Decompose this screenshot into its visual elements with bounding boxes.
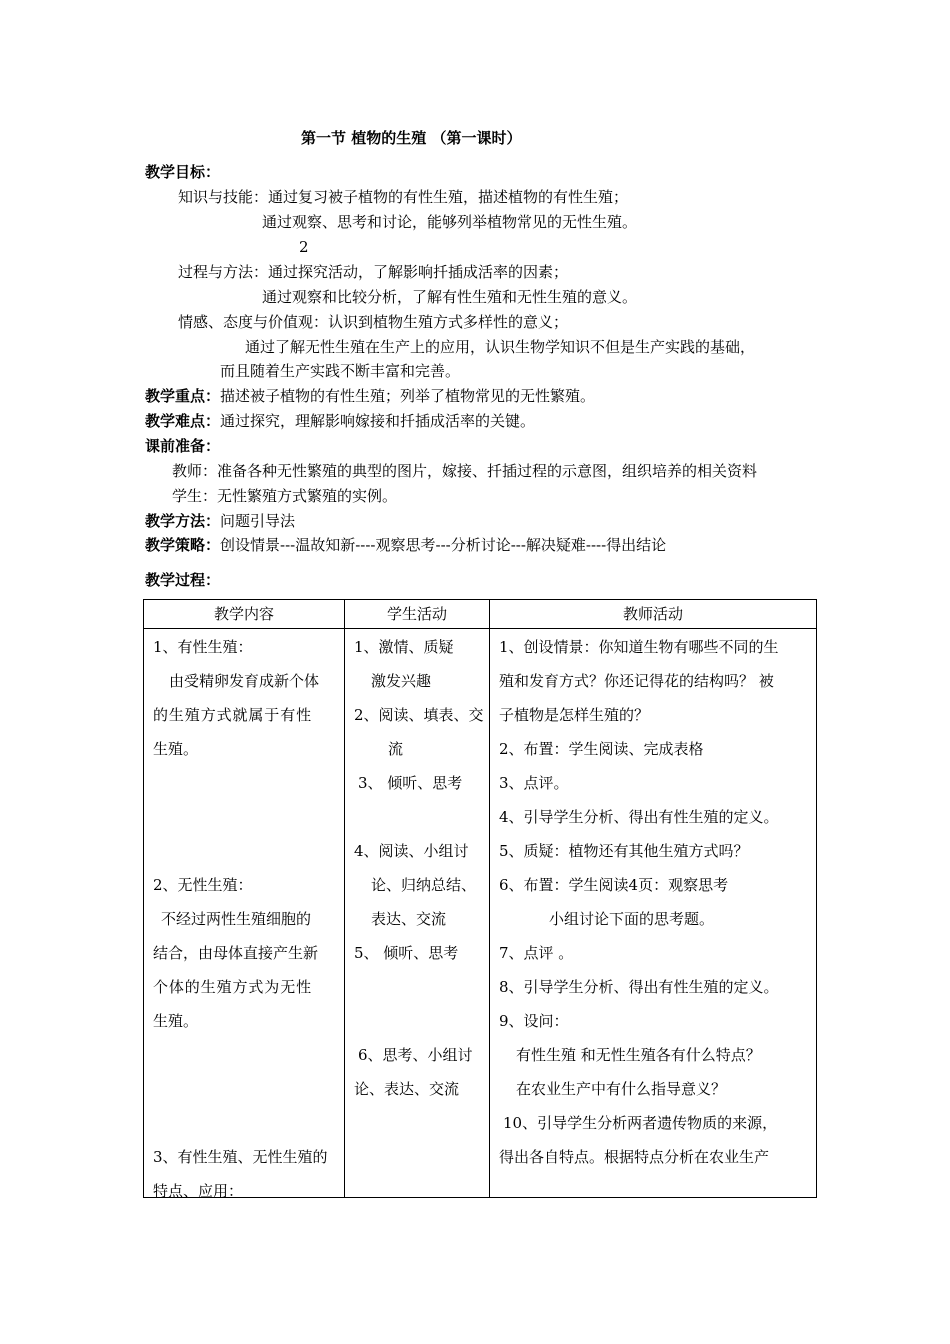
teacher-line: 有性生殖 和无性生殖各有什么特点？ xyxy=(516,1046,761,1064)
method-label: 教学方法： xyxy=(145,512,221,530)
content-line: 结合，由母体直接产生新 xyxy=(153,944,319,962)
student-line: 表达、交流 xyxy=(371,910,447,928)
key-point xyxy=(145,386,595,406)
student-line: 4、阅读、小组讨 xyxy=(354,842,469,860)
objective-emotion-2: 通过了解无性生殖在生产上的应用，认识生物学知识不但是生产实践的基础， xyxy=(245,338,756,356)
teacher-line: 10、引导学生分析两者遗传物质的来源， xyxy=(503,1114,778,1132)
content-line: 个体的生殖方式为无性 xyxy=(153,978,313,996)
student-line: 论、归纳总结、 xyxy=(371,876,477,894)
teacher-activity-cell xyxy=(490,629,817,1198)
teacher-line: 子植物是怎样生殖的？ xyxy=(499,706,650,724)
teacher-line: 得出各自特点。根据特点分析在农业生产 xyxy=(499,1148,770,1166)
teaching-process-table xyxy=(143,599,817,1198)
content-line: 3、有性生殖、无性生殖的 xyxy=(153,1148,328,1166)
method-text: 问题引导法 xyxy=(220,512,296,530)
content-line: 特点、应用： xyxy=(153,1182,244,1200)
header-student-activity: 学生活动 xyxy=(345,600,490,629)
strategy-text: 创设情景---温故知新----观察思考---分析讨论---解决疑难----得出结论 xyxy=(220,536,667,554)
student-line: 3、 倾听、思考 xyxy=(358,774,463,792)
method xyxy=(145,511,295,531)
objective-emotion-3: 而且随着生产实践不断丰富和完善。 xyxy=(220,362,461,380)
teacher-line: 小组讨论下面的思考题。 xyxy=(549,910,715,928)
content-cell xyxy=(144,629,345,1198)
teacher-line: 9、设问： xyxy=(499,1012,569,1030)
objectives-heading: 教学目标： xyxy=(145,163,221,181)
content-line: 1、有性生殖： xyxy=(153,638,253,656)
table-header-row xyxy=(144,600,817,629)
objective-process-1: 过程与方法：通过探究活动，了解影响扦插成活率的因素； xyxy=(178,263,569,281)
content-line: 生殖。 xyxy=(153,1012,199,1030)
teacher-line: 3、点评。 xyxy=(499,774,569,792)
preparation-student: 学生：无性繁殖方式繁殖的实例。 xyxy=(172,487,398,505)
lesson-title: 第一节 植物的生殖 （第一课时） xyxy=(301,129,522,147)
strategy xyxy=(145,535,666,555)
key-point-text: 描述被子植物的有性生殖；列举了植物常见的无性繁殖。 xyxy=(220,387,596,405)
student-line: 6、思考、小组讨 xyxy=(358,1046,473,1064)
teacher-line: 1、创设情景：你知道生物有哪些不同的生 xyxy=(499,638,779,656)
teacher-line: 7、点评 。 xyxy=(499,944,574,962)
objective-emotion-1: 情感、态度与价值观：认识到植物生殖方式多样性的意义； xyxy=(178,313,569,331)
student-activity-cell xyxy=(345,629,490,1198)
teacher-line: 6、布置：学生阅读4页：观察思考 xyxy=(499,876,729,894)
objective-knowledge-2: 通过观察、思考和讨论，能够列举植物常见的无性生殖。 xyxy=(262,213,638,231)
difficulty-text: 通过探究，理解影响嫁接和扦插成活率的关键。 xyxy=(220,412,536,430)
content-line: 生殖。 xyxy=(153,740,199,758)
process-heading: 教学过程： xyxy=(145,571,221,589)
strategy-label: 教学策略： xyxy=(145,536,221,554)
student-line: 1、激情、质疑 xyxy=(354,638,454,656)
objective-knowledge-1: 知识与技能：通过复习被子植物的有性生殖，描述植物的有性生殖； xyxy=(178,188,629,206)
teacher-line: 2、布置：学生阅读、完成表格 xyxy=(499,740,704,758)
key-point-label: 教学重点： xyxy=(145,387,221,405)
student-line: 激发兴趣 xyxy=(371,672,432,690)
table-row xyxy=(144,629,817,1198)
student-line: 2、阅读、填表、交 xyxy=(354,706,484,724)
header-content: 教学内容 xyxy=(144,600,345,629)
content-line: 的生殖方式就属于有性 xyxy=(153,706,313,724)
teacher-line: 殖和发育方式？你还记得花的结构吗？ 被 xyxy=(499,672,774,690)
student-line: 流 xyxy=(388,740,404,758)
difficulty xyxy=(145,411,535,431)
page-number: 2 xyxy=(299,238,309,256)
objective-process-2: 通过观察和比较分析，了解有性生殖和无性生殖的意义。 xyxy=(262,288,638,306)
difficulty-label: 教学难点： xyxy=(145,412,221,430)
content-line: 由受精卵发育成新个体 xyxy=(169,672,320,690)
teacher-line: 在农业生产中有什么指导意义？ xyxy=(516,1080,727,1098)
teacher-line: 8、引导学生分析、得出有性生殖的定义。 xyxy=(499,978,779,996)
content-line: 不经过两性生殖细胞的 xyxy=(161,910,312,928)
preparation-teacher: 教师：准备各种无性繁殖的典型的图片，嫁接、扦插过程的示意图，组织培养的相关资料 xyxy=(172,462,758,480)
student-line: 论、表达、交流 xyxy=(354,1080,460,1098)
teacher-line: 4、引导学生分析、得出有性生殖的定义。 xyxy=(499,808,779,826)
content-line: 2、无性生殖： xyxy=(153,876,253,894)
teacher-line: 5、质疑：植物还有其他生殖方式吗？ xyxy=(499,842,749,860)
student-line: 5、 倾听、思考 xyxy=(354,944,459,962)
header-teacher-activity: 教师活动 xyxy=(490,600,817,629)
preparation-heading: 课前准备： xyxy=(145,437,221,455)
